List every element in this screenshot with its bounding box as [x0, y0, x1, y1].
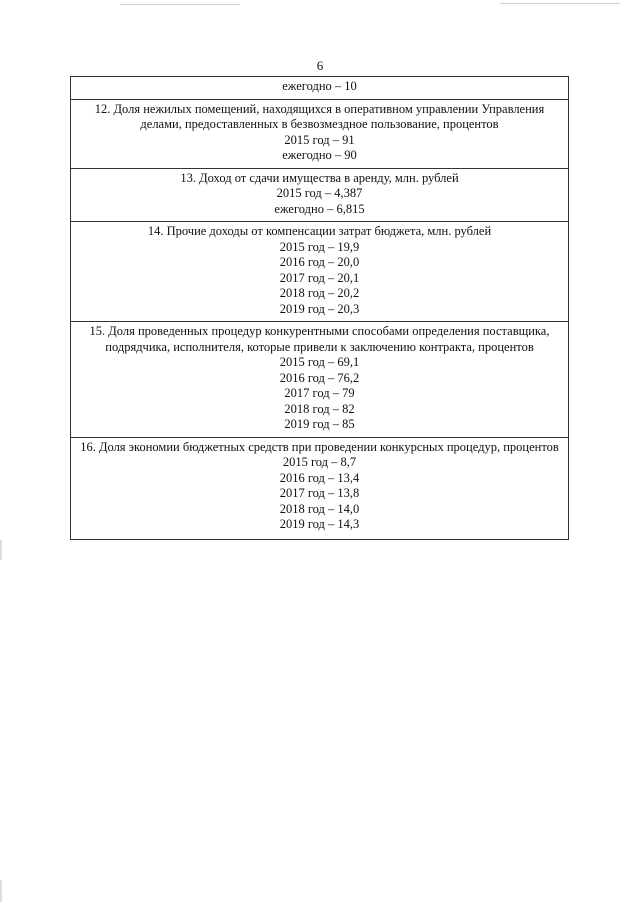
- indicator-title: 12. Доля нежилых помещений, находящихся в оперативном управлении Управления: [94, 101, 545, 116]
- indicator-title: подрядчика, исполнителя, которые привели к заключению контракта, процентов: [105, 339, 534, 354]
- indicator-block-14: [71, 222, 568, 322]
- indicator-title: 14. Прочие доходы от компенсации затрат бюджета, млн. рублей: [147, 224, 492, 238]
- indicator-value: 2018 год – 14,0: [279, 501, 360, 516]
- indicator-value: 2017 год – 20,1: [279, 270, 360, 285]
- indicator-value: 2018 год – 82: [284, 401, 355, 416]
- indicator-value: 2015 год – 69,1: [279, 355, 360, 369]
- page-number: 6: [316, 58, 324, 73]
- indicator-value: 2015 год – 91: [284, 132, 355, 147]
- scan-artifact-left-edge-2: [0, 880, 2, 902]
- indicator-block-16: [71, 438, 568, 539]
- indicator-block-11-tail: [71, 77, 568, 100]
- indicator-value: 2015 год – 8,7: [282, 455, 357, 469]
- indicator-title: делами, предоставленных в безвозмездное пользование, процентов: [140, 117, 499, 131]
- indicator-block-13: [71, 169, 568, 223]
- scan-artifact-top-right: [500, 3, 620, 4]
- indicator-value: ежегодно – 6,815: [274, 201, 365, 216]
- indicator-title: 16. Доля экономии бюджетных средств при проведении конкурсных процедур, процентов: [80, 439, 559, 454]
- scan-artifact-left-edge: [0, 540, 2, 560]
- indicator-table: [70, 76, 569, 540]
- indicator-title: 13. Доход от сдачи имущества в аренду, млн. рублей: [180, 170, 459, 185]
- indicator-value: 2016 год – 76,2: [279, 370, 360, 385]
- indicator-value: 2019 год – 20,3: [279, 301, 360, 316]
- indicator-value: 2018 год – 20,2: [279, 286, 360, 300]
- indicator-value: 2017 год – 13,8: [279, 486, 360, 500]
- indicator-block-12: [71, 100, 568, 169]
- indicator-value: 2017 год – 79: [284, 386, 355, 400]
- indicator-value: 2015 год – 19,9: [279, 239, 360, 254]
- indicator-value: 2016 год – 20,0: [279, 255, 360, 269]
- indicator-title: 15. Доля проведенных процедур конкурентными способами определения поставщика,: [89, 324, 550, 338]
- indicator-value: 2019 год – 14,3: [279, 517, 360, 531]
- indicator-block-15: [71, 322, 568, 438]
- indicator-value: 2015 год – 4,387: [276, 186, 363, 200]
- indicator-value: 2016 год – 13,4: [279, 470, 360, 485]
- indicator-value: ежегодно – 90: [282, 148, 357, 162]
- indicator-value: 2019 год – 85: [284, 417, 355, 431]
- indicator-value: ежегодно – 10: [282, 79, 357, 93]
- scan-artifact-top-left: [120, 4, 240, 5]
